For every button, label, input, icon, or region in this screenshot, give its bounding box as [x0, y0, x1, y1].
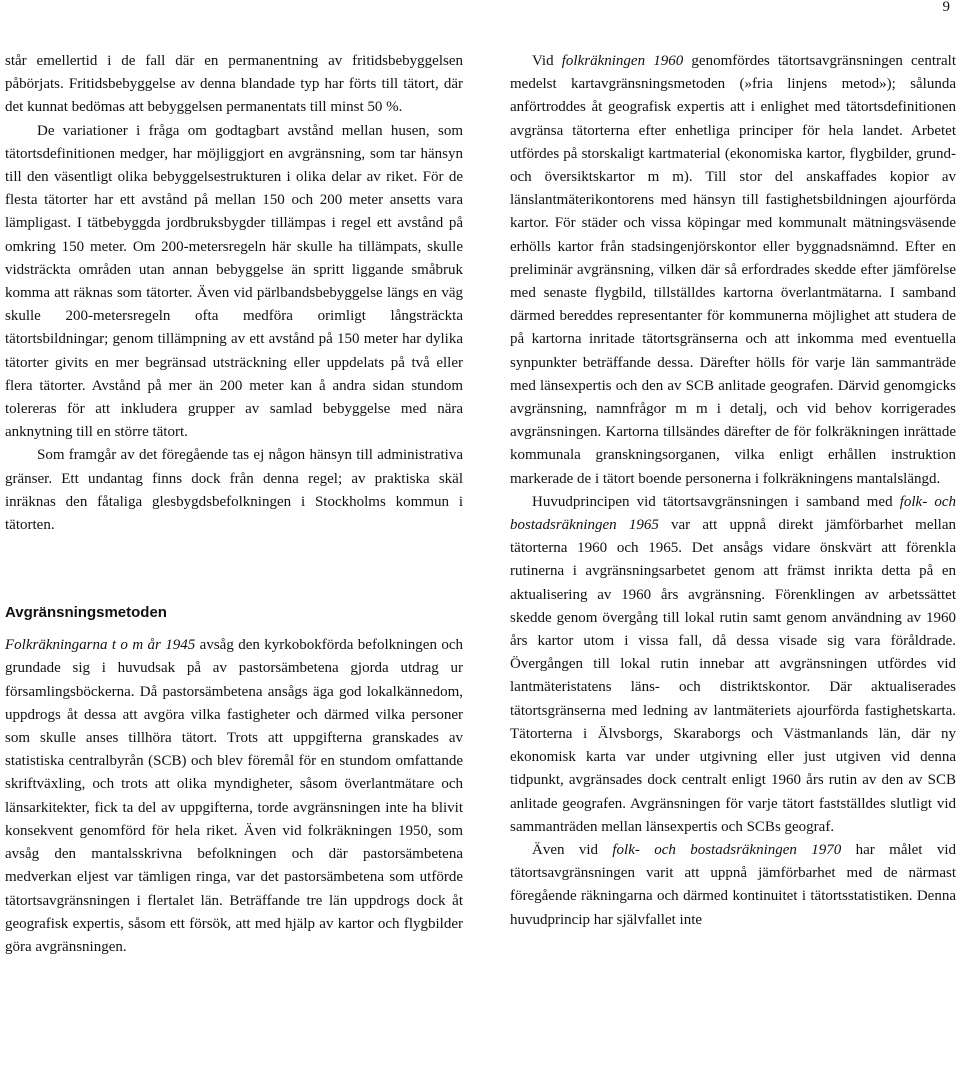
paragraph: Som framgår av det föregående tas ej någon hänsyn till administrativa gränser. Ett undantag finns dock från denna regel; av praktiska skäl inräknas den fåtaliga glesbygdsbefolkningen i Stockholms kommun i tätorten.	[5, 447, 463, 534]
paragraph	[510, 839, 956, 932]
paragraph	[5, 634, 463, 959]
left-column	[5, 50, 463, 959]
paragraph-text: Vid	[532, 53, 562, 69]
section-heading: Avgränsningsmetoden	[5, 604, 167, 622]
italic-phrase: folk- och bostadsräkningen 1965	[510, 493, 956, 534]
paragraph-text: Även vid	[532, 841, 613, 858]
paragraph-text: avsåg den kyrkobokförda befolkningen och grundade sig i huvudsak på av pastorsämbetena gjorda utdrag ur församlingsböckerna. Då pastorsämbetena ansågs äga god lokalkännedom, uppdrogs åt dessa att avgöra vilka fastigheter och därmed vilka personer som skulle anses tillhöra tätort. Trots att uppgifterna granskades av statistiska centralbyrån (SCB) och blev föremål för en stundom omfattande skriftväxling, och trots att olika myndigheter, såsom överlantmätare och länsarkitekter, fick ta del av uppgifterna, torde avgränsningen inte ha blivit konsekvent genomförd för hela riket. Även vid folkräkningen 1950, som avsåg den mantalsskrivna befolkningen och där pastorsämbetena medverkan eljest var tämligen ringa, var det pastorsämbetena som utförde tätortsavgränsningen i flertalet län. Beträffande tre län uppdrogs dock åt geografisk expertis, såsom ett försök, att med hjälp av kartor och flygbilder göra avgränsningen.	[5, 637, 463, 955]
italic-phrase: folk- och bostadsräkningen 1970	[612, 841, 842, 858]
paragraph	[510, 491, 956, 839]
page-number: 9	[942, 0, 950, 15]
paragraph: står emellertid i de fall där en permanentning av fritidsbebyggelsen påbörjats. Fritidsbebyggelse av denna blandade typ har förts till tätort, där det kunnat bedömas att bebyggelsen permanentats till minst 50 %.	[5, 53, 463, 116]
italic-phrase: Folkräkningarna t o m år 1945	[5, 637, 196, 654]
italic-phrase: folkräkningen 1960	[561, 53, 684, 69]
paragraph-text: genomfördes tätortsavgränsningen centralt medelst kartavgränsningsmetoden (»fria linjens metod»); sålunda anförtroddes åt geografisk expertis att i enlighet med tätortsdefinitionen avgränsa tätorterna efter enhetliga principer för hela landet. Arbetet utfördes på storskaligt kartmaterial (ekonomiska kartor, flygbilder, grund- och översiktskartor m m). Till stor del anskaffades kopior av länslantmäterikontorens med hänsyn till fastighetsbildningen ajourförda kartor. För städer och vissa köpingar med kommunalt mätningsväsende erhölls kartor från stadsingenjörskontor eller byggnadsnämnd. Efter en preliminär avgränsning, vilken där så erfordrades skedde efter jämförelse med senaste flygbild, tillställdes kartorna överlantmätarna. I samband därmed bereddes representanter för kommunerna möjlighet att studera de på kartorna inritade tätortsgränserna och att inkomma med eventuella synpunkter beträffande dessa. Därefter hölls för varje län sammanträde med länsexpertis och den av SCB anlitade geografen. Därvid genomgicks avgränsning, namnfrågor m m i detalj, och vid behov korrigerades avgränsningen. Kartorna tillsändes därefter de för folkräkningen inrättade kommunala granskningsorganen, vilka enligt erhållen instruktion markerade de i tätort boende personerna i folkräkningens mantalslängd.	[510, 53, 956, 487]
paragraph: De variationer i fråga om godtagbart avstånd mellan husen, som tätortsdefinitionen medger, har möjliggjort en avgränsning, som tar hänsyn till den väsentligt olika bebyggelsestrukturen i olika delar av riket. För de flesta tätorter har ett avstånd på mellan 150 och 200 meter ansetts vara lämpligast. I tätbebyggda jordbruksbygder tillämpas i regel ett avstånd på omkring 150 meter. Om 200-metersregeln här skulle ha tillämpats, skulle vidsträckta områden utan annan bebyggelse än spritt liggande småbruk komma att räknas som tätorter. Även vid pärlbandsbebyggelse längs en väg skulle 200-metersregeln ofta medföra orimligt långsträckta tätortsbildningar; genom tillämpning av ett avstånd på 150 meter har dylika tätorter givits en mer begränsad utsträckning eller uppdelats på två eller flera tätorter. Avstånd på mer än 200 meter kan å andra sidan stundom tolereras för att inkludera grupper av samlad bebyggelse med nära anknytning till en större tätort.	[5, 122, 463, 441]
paragraph-text: Huvudprincipen vid tätortsavgränsningen i samband med	[532, 493, 900, 510]
right-column	[510, 50, 956, 932]
paragraph-text: har målet vid tätortsavgränsningen varit att uppnå jämförbarhet med de närmast föregående räkningarna och därmed kontinuitet i tätortsstatistiken. Denna huvudprincip har självfallet inte	[510, 841, 956, 928]
paragraph-text: var att uppnå direkt jämförbarhet mellan tätorterna 1960 och 1965. Det ansågs vidare önskvärt att förenkla rutinerna i avgränsningsarbetet genom att främst inrikta detta på en aktualisering av 1960 års avgränsning. Förenklingen av arbetssättet skedde genom övergång till lokal rutin samt genom användning av 1960 års kartor utom i vissa fall, då dessa visade sig vara föråldrade. Övergången till lokal rutin innebar att avgränsningen utfördes vid lantmäteristatens läns- och distriktskontor. Där aktualiserades tätortsgränserna med ledning av lantmäteriets ajourförda fastighetskarta. Tätorterna i Älvsborgs, Skaraborgs och Västmanlands län, där ny ekonomisk karta var under utgivning eller just utgiven vid denna tidpunkt, avgränsades dock centralt enligt 1960 års rutin av den av SCB anlitade geografen. Avgränsningen för varje tätort fastställdes slutligt vid sammanträden mellan länsexpertis och SCBs geograf.	[510, 517, 956, 835]
paragraph	[510, 50, 956, 491]
